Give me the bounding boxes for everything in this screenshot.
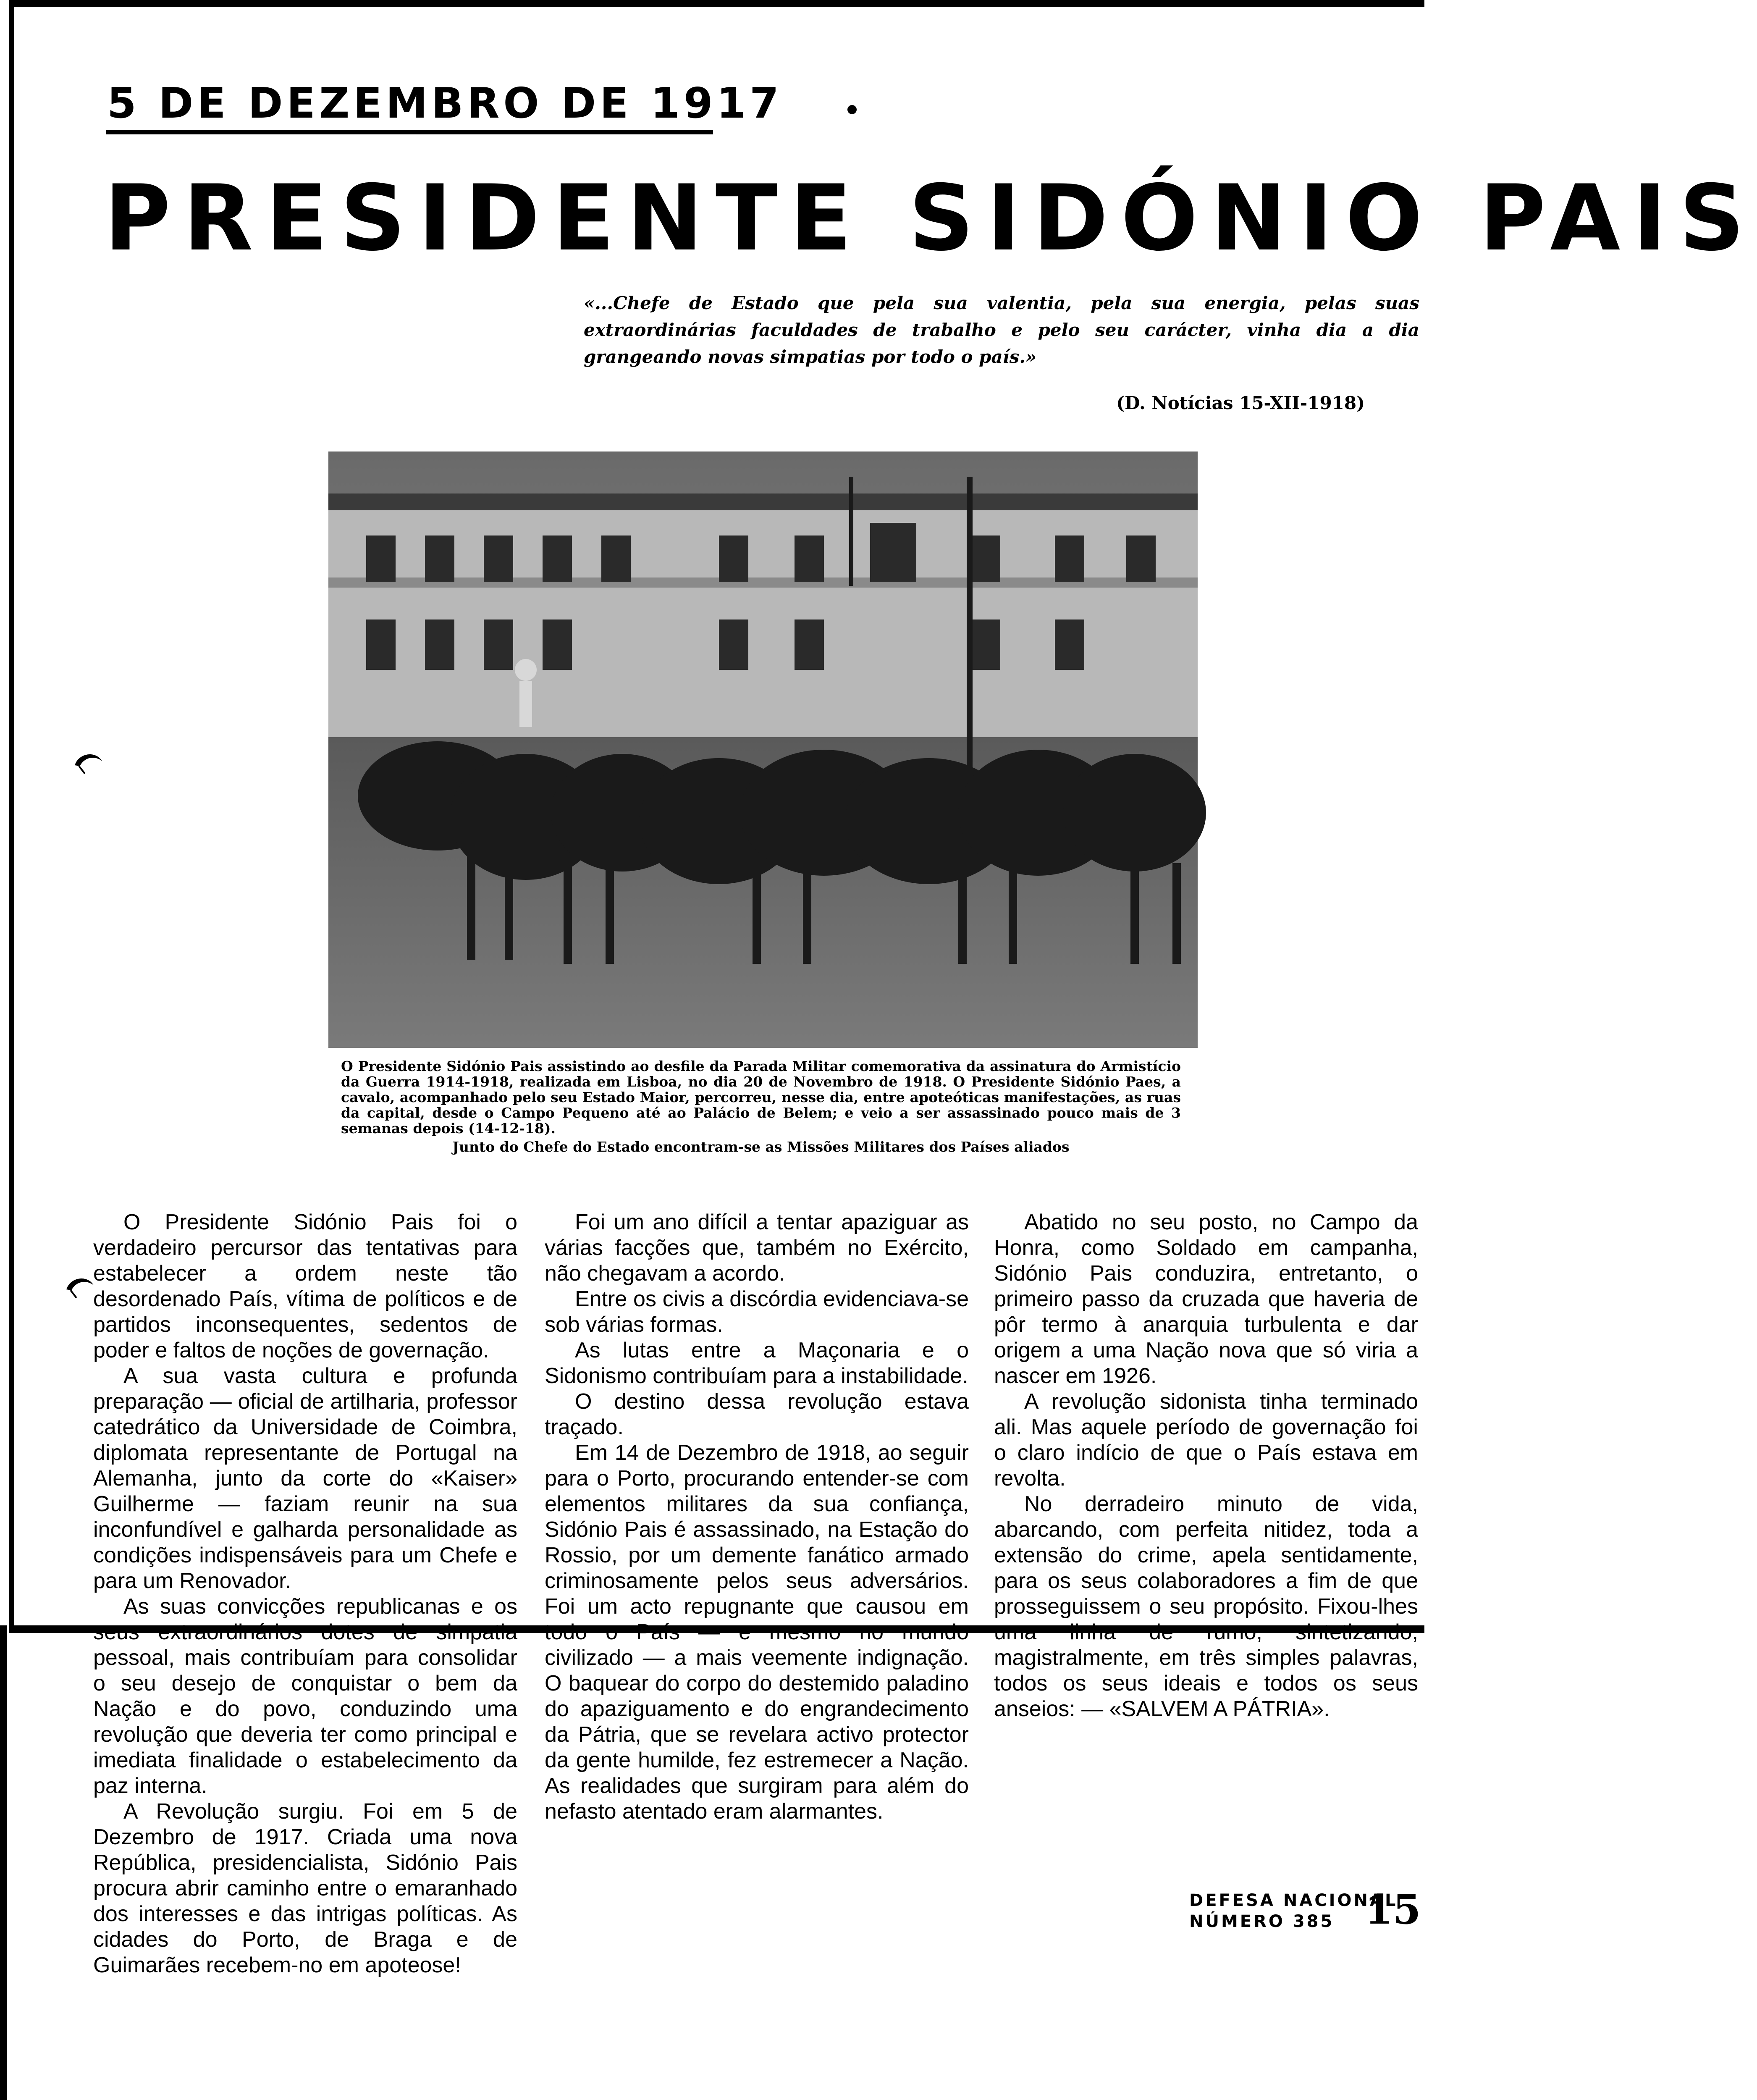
article-paragraph: No derradeiro minuto de vida, abarcando, com perfeita nitidez, toda a extensão do crime, apela sentidamente, para os seus colaboradores a fim de que prosseguissem o seu propósito. Fixou-lhes uma linha de rumo, sintetizando, magistralmente, em três simples palavras, todos os seus ideais e todos os seus anseios: — «SALVEM A PÁTRIA». <box>994 1492 1418 1721</box>
date-heading: 5 DE DEZEMBRO DE 1917 <box>107 79 783 128</box>
article-paragraph: A Revolução surgiu. Foi em 5 de Dezembro de 1917. Criada uma nova República, presidencialista, Sidónio Pais procura abrir caminho entre o emaranhado dos interesses e das intrigas políticas. As cidades do Porto, de Braga e de Guimarães recebem-no em apoteose! <box>93 1799 517 1977</box>
article-paragraph: Em 14 de Dezembro de 1918, ao seguir para o Porto, procurando entender-se com elementos militares da sua confiança, Sidónio Pais é assassinado, na Estação do Rossio, por um demente fanático armado criminosamente pelos seus adversários. Foi um acto repugnante que causou em todo o País — e mesmo no mundo civilizado — a mais veemente indignação. O baquear do corpo do destemido paladino do apaziguamento e do engrandecimento da Pátria, que se revelara activo protector da gente humilde, fez estremecer a Nação. As realidades que surgiram para além do nefasto atentado eram alarmantes. <box>545 1441 969 1824</box>
article-column-3 <box>994 1210 1418 1722</box>
photo-caption: O Presidente Sidónio Pais assistindo ao desfile da Parada Militar comemorativa da assinatura do Armistício da Guerra 1914-1918, realizada em Lisboa, no dia 20 de Novembro de 1918. O Presidente Sidónio Paes, a cavalo, acompanhado pelo seu Estado Maior, percorreu, nesse dia, entre apoteóticas manifestações, as ruas da capital, desde o Campo Pequeno até ao Palácio de Belem; e veio a ser assassinado pouco mais de 3 semanas depois (14-12-18). <box>341 1058 1181 1137</box>
date-underline <box>106 130 713 134</box>
article-paragraph: As suas convicções republicanas e os seus extraordinários dotes de simpatia pessoal, mais contribuíam para consolidar o seu desejo de conquistar o bem da Nação e do povo, conduzindo uma revolução que deveria ter como principal e imediata finalidade o estabelecimento da paz interna. <box>93 1594 517 1798</box>
margin-mark <box>71 748 104 778</box>
margin-mark <box>62 1273 96 1302</box>
article-paragraph: Entre os civis a discórdia evidenciava-se sob várias formas. <box>545 1287 969 1337</box>
page-border-top <box>9 0 1424 7</box>
article-paragraph: As lutas entre a Maçonaria e o Sidonismo contribuíam para a instabilidade. <box>545 1338 969 1388</box>
epigraph-source: (D. Notícias 15-XII-1918) <box>1116 393 1365 413</box>
page-title: PRESIDENTE SIDÓNIO PAIS <box>104 165 1757 271</box>
bullet-dot <box>847 105 857 114</box>
article-column-1 <box>93 1210 517 1978</box>
article-paragraph: O Presidente Sidónio Pais foi o verdadeiro percursor das tentativas para estabelecer a ordem neste tão desordenado País, vítima de políticos e de partidos inconsequentes, sedentos de poder e faltos de noções de governação. <box>93 1210 517 1362</box>
article-column-2 <box>545 1210 969 1824</box>
issue-number: NÚMERO 385 <box>1189 1912 1335 1931</box>
page-border-left-lower <box>0 1625 7 2100</box>
epigraph-quote: «...Chefe de Estado que pela sua valentia, pela sua energia, pelas suas extraordinárias faculdades de trabalho e pelo seu carácter, vinha dia a dia grangeando novas simpatias por todo o país.» <box>584 293 1419 367</box>
article-paragraph: A sua vasta cultura e profunda preparação — oficial de artilharia, professor catedrático da Universidade de Coimbra, diplomata representante de Portugal na Alemanha, junto da corte do «Kaiser» Guilherme — faziam reunir na sua inconfundível e galharda personalidade as condições indispensáveis para um Chefe e para um Renovador. <box>93 1364 517 1593</box>
photo-caption-note: Junto do Chefe do Estado encontram-se as Missões Militares dos Países aliados <box>452 1139 1070 1155</box>
article-paragraph: Abatido no seu posto, no Campo da Honra, como Soldado em campanha, Sidónio Pais conduzira, entretanto, o primeiro passo da cruzada que haveria de pôr termo à anarquia turbulenta e dar origem a uma Nação nova que só viria a nascer em 1926. <box>994 1210 1418 1388</box>
article-paragraph: Foi um ano difícil a tentar apaziguar as várias facções que, também no Exército, não chegavam a acordo. <box>545 1210 969 1286</box>
article-paragraph: A revolução sidonista tinha terminado ali. Mas aquele período de governação foi o claro indício de que o País estava em revolta. <box>994 1389 1418 1491</box>
page-border-left <box>9 0 14 1625</box>
article-paragraph: O destino dessa revolução estava traçado. <box>545 1389 969 1439</box>
page-number: 15 <box>1365 1886 1421 1933</box>
publication-name: DEFESA NACIONAL <box>1189 1891 1398 1910</box>
parade-photo <box>328 452 1198 1048</box>
